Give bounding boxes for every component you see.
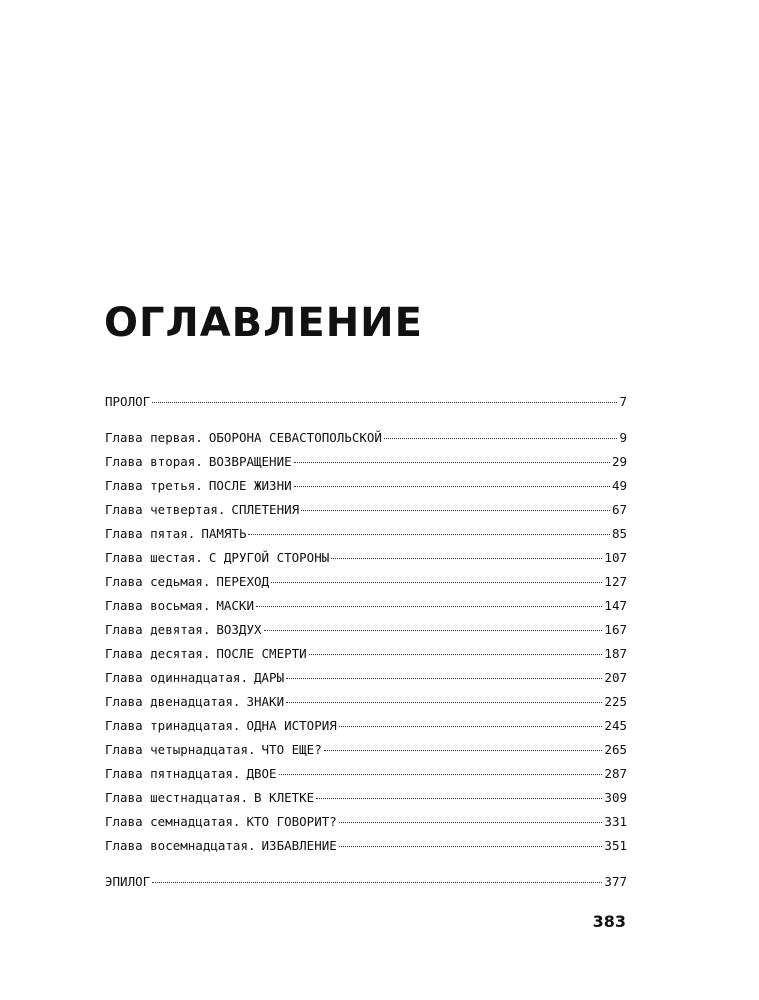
toc-entry-chapter-11 — [105, 670, 627, 690]
toc-entry-chapter-10 — [105, 646, 627, 666]
chapter-title: ВОЗДУХ — [216, 622, 262, 637]
dot-leader — [324, 750, 603, 751]
toc-entry-chapter-3 — [105, 478, 627, 498]
dot-leader — [271, 582, 602, 583]
chapter-title: ЧТО ЕЩЕ? — [261, 742, 322, 757]
toc-entry-chapter-2 — [105, 454, 627, 474]
toc-label: Глава четвертая. СПЛЕТЕНИЯ — [105, 502, 300, 517]
chapter-title: ОДНА ИСТОРИЯ — [246, 718, 337, 733]
chapter-title: ПАМЯТЬ — [201, 526, 247, 541]
toc-entry-chapter-17 — [105, 814, 627, 834]
chapter-title: МАСКИ — [216, 598, 254, 613]
dot-leader — [339, 726, 603, 727]
toc-page: 107 — [604, 550, 627, 565]
dot-leader — [331, 558, 602, 559]
toc-entry-chapter-16 — [105, 790, 627, 810]
toc-page: 287 — [604, 766, 627, 781]
toc-entry-prologue — [105, 394, 627, 414]
dot-leader — [279, 774, 603, 775]
toc-entry-chapter-14 — [105, 742, 627, 762]
toc-page: 167 — [604, 622, 627, 637]
toc-entry-chapter-5 — [105, 526, 627, 546]
chapter-title: ДВОЕ — [246, 766, 277, 781]
toc-label: Глава семнадцатая. КТО ГОВОРИТ? — [105, 814, 337, 829]
toc-page: 85 — [611, 526, 627, 541]
toc-page: 127 — [604, 574, 627, 589]
toc-page: 147 — [604, 598, 627, 613]
dot-leader — [301, 510, 610, 511]
toc-label: ПРОЛОГ — [105, 394, 151, 409]
dot-leader — [294, 462, 610, 463]
toc-entry-chapter-6 — [105, 550, 627, 570]
dot-leader — [248, 534, 609, 535]
toc-page: 7 — [619, 394, 627, 409]
toc-entry-chapter-1 — [105, 430, 627, 450]
toc-label: Глава шестнадцатая. В КЛЕТКЕ — [105, 790, 315, 805]
toc-entry-chapter-4 — [105, 502, 627, 522]
toc-entry-epilogue — [105, 874, 627, 894]
toc-page: 351 — [604, 838, 627, 853]
toc-label: Глава третья. ПОСЛЕ ЖИЗНИ — [105, 478, 292, 493]
toc-label: Глава первая. ОБОРОНА СЕВАСТОПОЛЬСКОЙ — [105, 430, 382, 445]
toc-label: Глава десятая. ПОСЛЕ СМЕРТИ — [105, 646, 307, 661]
chapter-title: СПЛЕТЕНИЯ — [231, 502, 300, 517]
dot-leader — [309, 654, 603, 655]
toc-entry-chapter-9 — [105, 622, 627, 642]
toc-label: Глава тринадцатая. ОДНА ИСТОРИЯ — [105, 718, 337, 733]
toc-label: ЭПИЛОГ — [105, 874, 151, 889]
toc-label: Глава девятая. ВОЗДУХ — [105, 622, 262, 637]
toc-entry-chapter-13 — [105, 718, 627, 738]
toc-label: Глава седьмая. ПЕРЕХОД — [105, 574, 270, 589]
toc-entry-chapter-15 — [105, 766, 627, 786]
toc-entry-chapter-18 — [105, 838, 627, 858]
dot-leader — [294, 486, 610, 487]
chapter-title: ПОСЛЕ СМЕРТИ — [216, 646, 307, 661]
chapter-title: ДАРЫ — [254, 670, 285, 685]
dot-leader — [384, 438, 618, 439]
toc-page: 225 — [604, 694, 627, 709]
chapter-title: ПОСЛЕ ЖИЗНИ — [208, 478, 292, 493]
toc-page: 377 — [604, 874, 627, 889]
toc-label: Глава одиннадцатая. ДАРЫ — [105, 670, 285, 685]
chapter-title: ПЕРЕХОД — [216, 574, 270, 589]
toc-label: Глава двенадцатая. ЗНАКИ — [105, 694, 285, 709]
toc-label: Глава пятая. ПАМЯТЬ — [105, 526, 247, 541]
chapter-title: КТО ГОВОРИТ? — [246, 814, 337, 829]
chapter-title: ВОЗВРАЩЕНИЕ — [208, 454, 292, 469]
toc-entry-chapter-8 — [105, 598, 627, 618]
toc-label: Глава четырнадцатая. ЧТО ЕЩЕ? — [105, 742, 322, 757]
dot-leader — [339, 822, 603, 823]
dot-leader — [256, 606, 602, 607]
toc-page: 309 — [604, 790, 627, 805]
dot-leader — [152, 882, 602, 883]
toc-label: Глава шестая. С ДРУГОЙ СТОРОНЫ — [105, 550, 330, 565]
chapter-title: ИЗБАВЛЕНИЕ — [261, 838, 337, 853]
chapter-title: ЗНАКИ — [246, 694, 285, 709]
dot-leader — [264, 630, 603, 631]
toc-page: 49 — [611, 478, 627, 493]
toc-page: 67 — [611, 502, 627, 517]
page-title: ОГЛАВЛЕНИЕ — [104, 300, 423, 346]
dot-leader — [316, 798, 602, 799]
toc-page: 29 — [611, 454, 627, 469]
chapter-title: В КЛЕТКЕ — [254, 790, 315, 805]
toc-page: 265 — [604, 742, 627, 757]
toc-entry-chapter-7 — [105, 574, 627, 594]
page-number: 383 — [592, 912, 626, 931]
toc-label: Глава пятнадцатая. ДВОЕ — [105, 766, 277, 781]
dot-leader — [152, 402, 617, 403]
toc-page: 9 — [619, 430, 627, 445]
chapter-title: ОБОРОНА СЕВАСТОПОЛЬСКОЙ — [208, 430, 382, 445]
toc-label: Глава вторая. ВОЗВРАЩЕНИЕ — [105, 454, 292, 469]
toc-page: 207 — [604, 670, 627, 685]
toc-page: 187 — [604, 646, 627, 661]
toc-label: Глава восьмая. МАСКИ — [105, 598, 254, 613]
chapter-title: С ДРУГОЙ СТОРОНЫ — [208, 550, 330, 565]
dot-leader — [286, 702, 602, 703]
toc-page: 245 — [604, 718, 627, 733]
dot-leader — [286, 678, 602, 679]
dot-leader — [339, 846, 603, 847]
toc-label: Глава восемнадцатая. ИЗБАВЛЕНИЕ — [105, 838, 337, 853]
toc-page: 331 — [604, 814, 627, 829]
toc-entry-chapter-12 — [105, 694, 627, 714]
